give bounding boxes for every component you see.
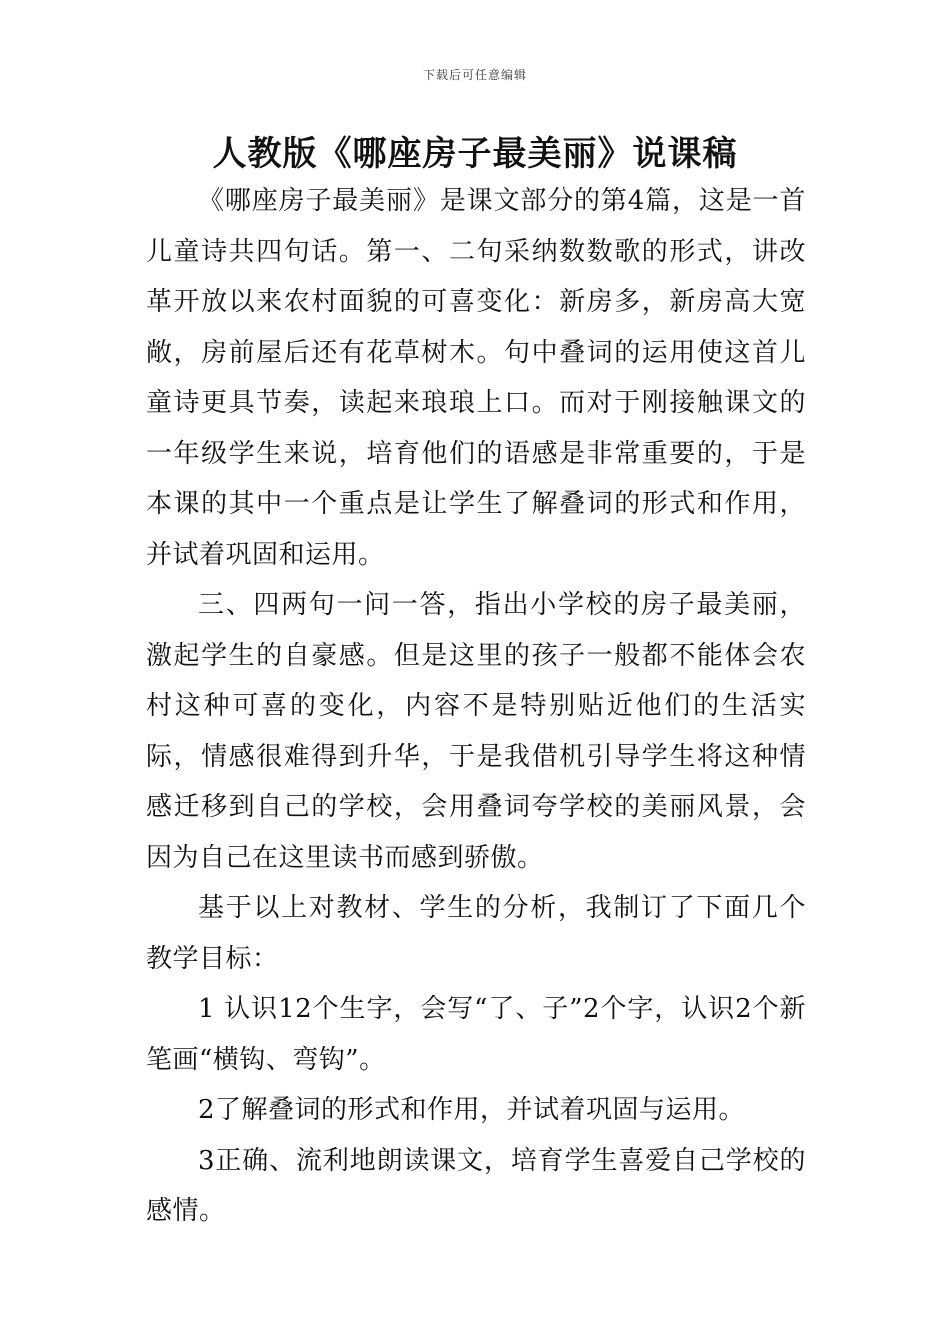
paragraph-intro: 《哪座房子最美丽》是课文部分的第4篇，这是一首儿童诗共四句话。第一、二句采纳数数歌的形式，讲改革开放以来农村面貌的可喜变化：新房多，新房高大宽敞，房前屋后还有花草树木。句中叠词的运用使这首儿童诗更具节奏，读起来琅琅上口。而对于刚接触课文的一年级学生来说，培育他们的语感是非常重要的，于是本课的其中一个重点是让学生了解叠词的形式和作用，并试着巩固和运用。: [146, 186, 806, 570]
paragraph-goal-3: 3正确、流利地朗读课文，培育学生喜爱自己学校的感情。: [146, 1145, 806, 1226]
header-note: 下载后可任意编辑: [422, 68, 527, 82]
paragraph-goal-1: 1 认识12个生字，会写“了、子”2个字，认识2个新笔画“横钩、弯钩”。: [146, 994, 806, 1075]
paragraph-goal-2: 2了解叠词的形式和作用，并试着巩固与运用。: [198, 1095, 746, 1125]
document-body: [146, 176, 806, 1237]
paragraph-goals-intro: 基于以上对教材、学生的分析，我制订了下面几个教学目标：: [146, 893, 806, 974]
document-title: 人教版《哪座房子最美丽》说课稿: [212, 134, 738, 174]
paragraph-analysis: 三、四两句一问一答，指出小学校的房子最美丽，激起学生的自豪感。但是这里的孩子一般都不能体会农村这种可喜的变化，内容不是特别贴近他们的生活实际，情感很难得到升华，于是我借机引导学生将这种情感迁移到自己的学校，会用叠词夸学校的美丽风景，会因为自己在这里读书而感到骄傲。: [146, 590, 806, 873]
